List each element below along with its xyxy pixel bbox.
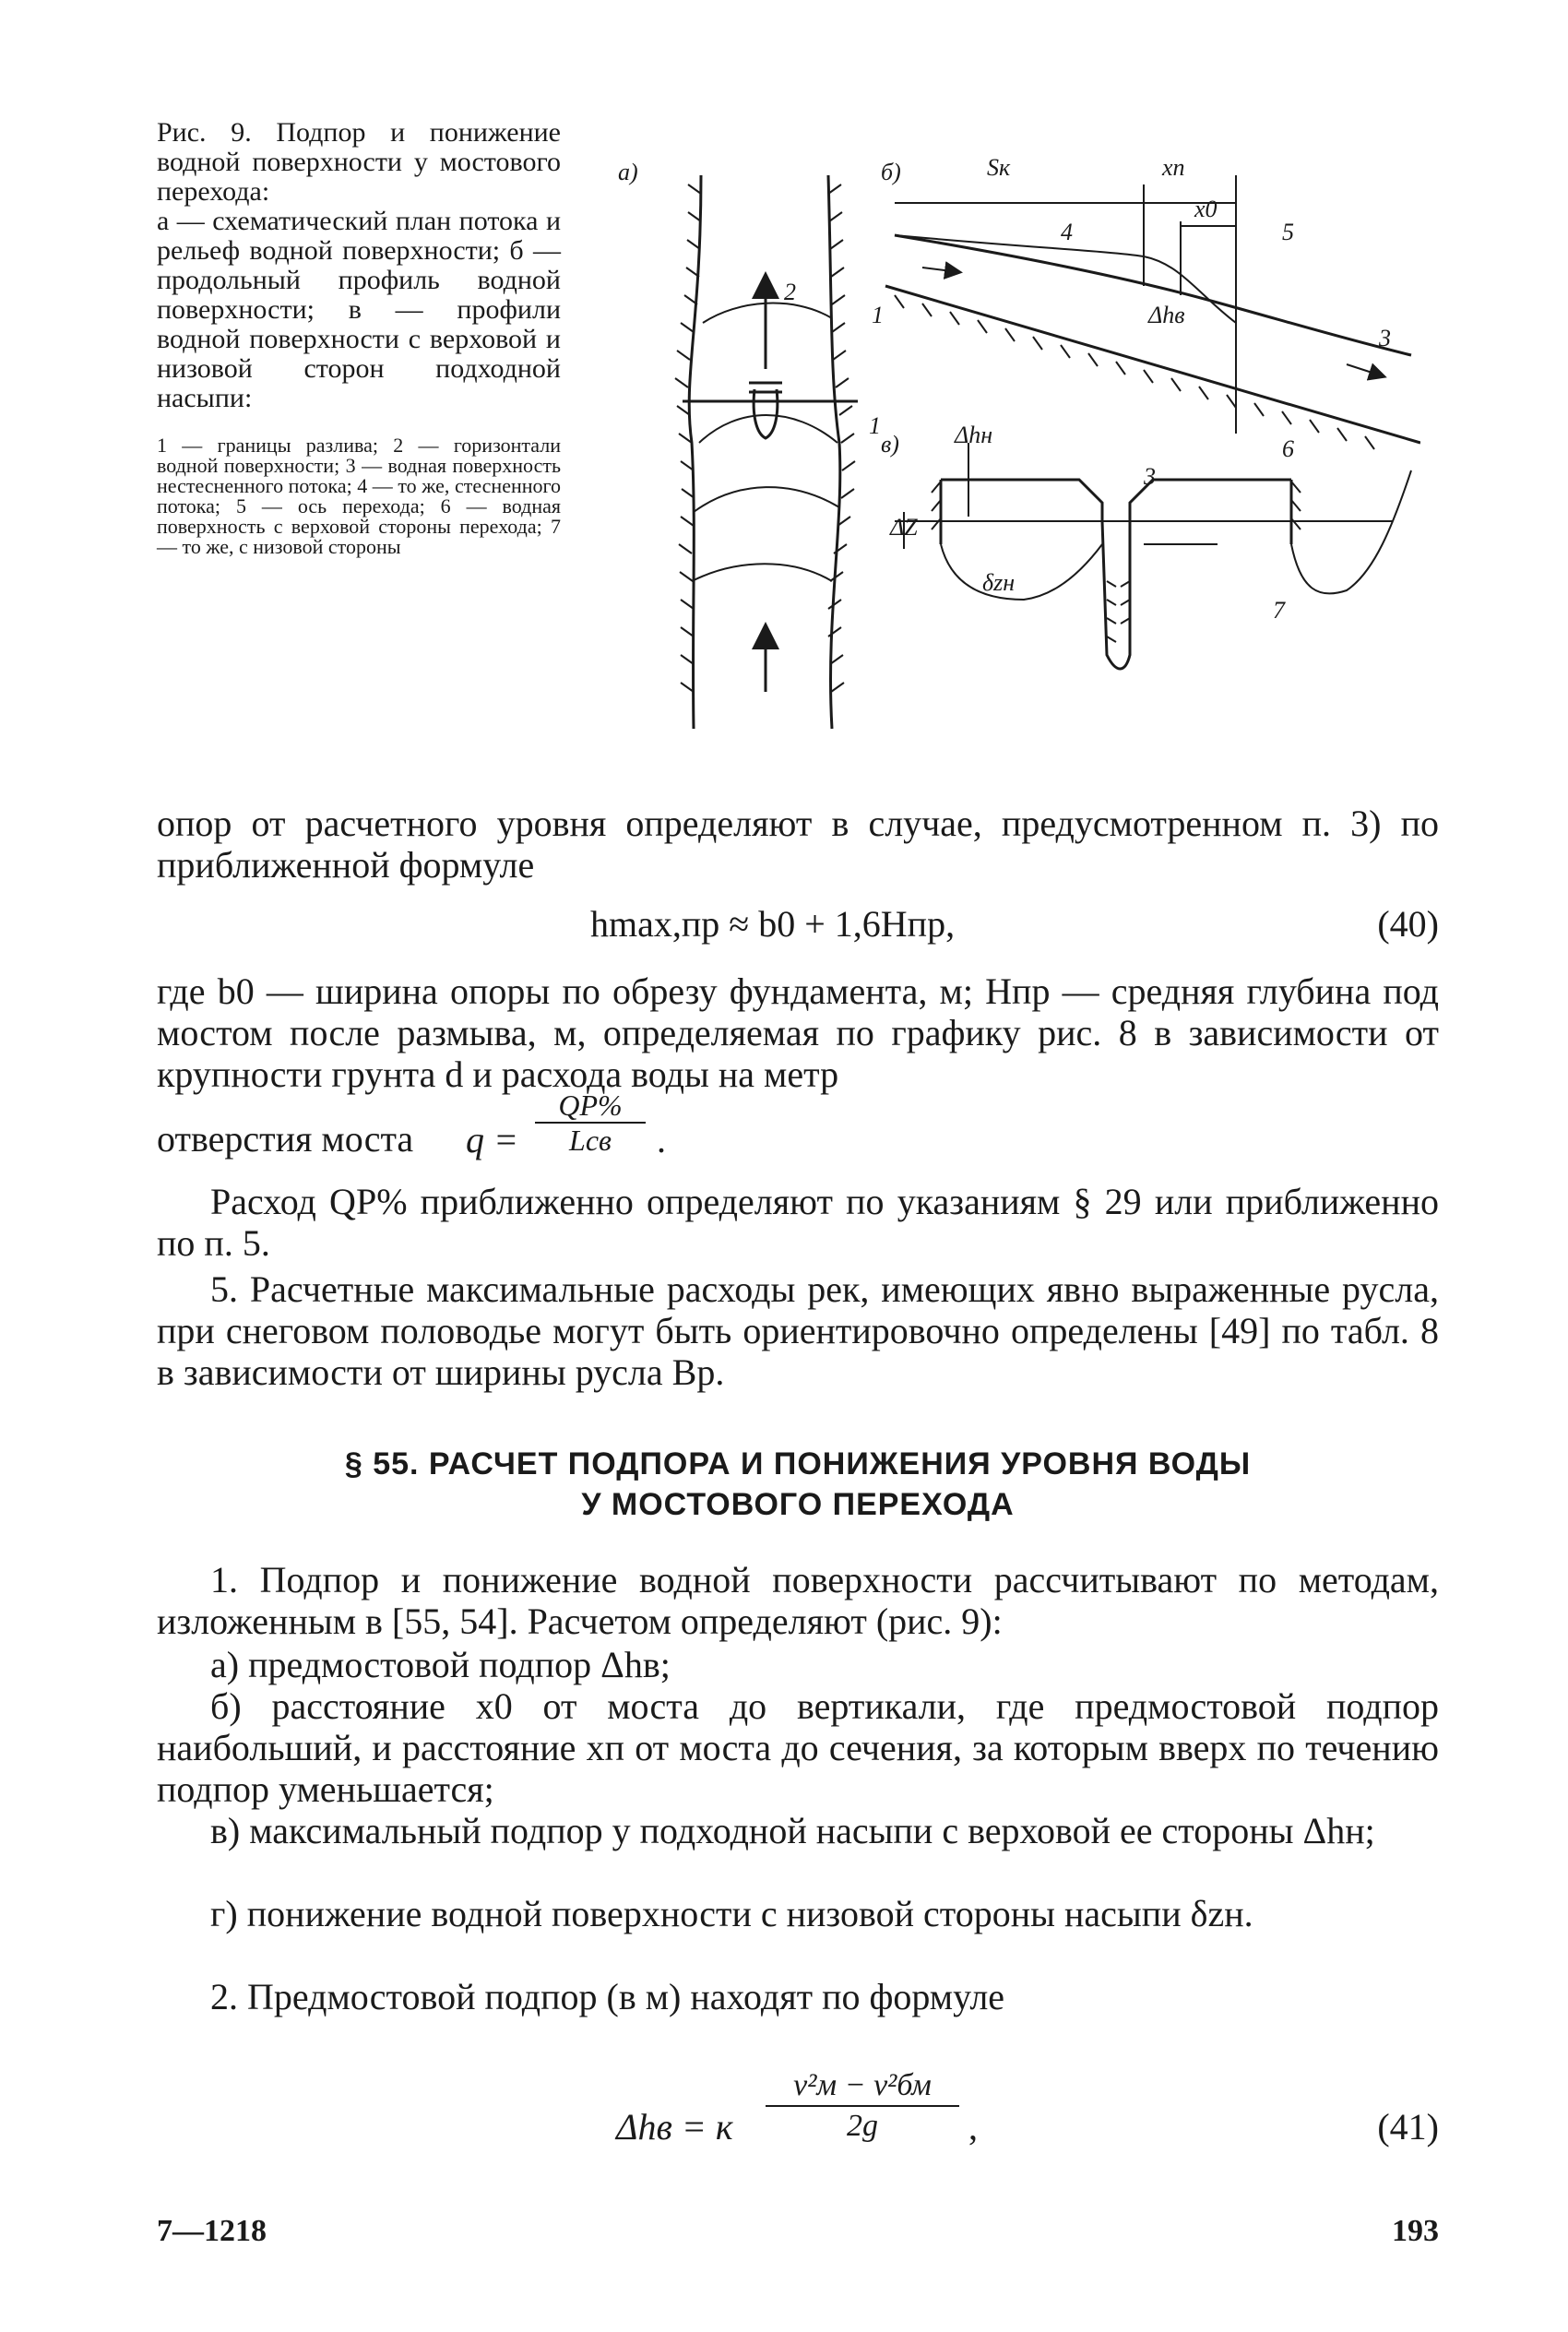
caption-title: Рис. 9. Подпор и понижение водной поверхности у мостового перехода: bbox=[157, 117, 561, 207]
label-xp: xп bbox=[1162, 154, 1185, 181]
water-surface-unconstrained bbox=[895, 235, 1411, 355]
label-dhv: Δhв bbox=[1148, 302, 1185, 328]
section-heading-line-1: § 55. РАСЧЕТ ПОДПОРА И ПОНИЖЕНИЯ УРОВНЯ ВОДЫ bbox=[344, 1446, 1252, 1481]
caption-legend: 1 — границы разлива; 2 — горизонтали водной поверхности; 3 — водная поверхность нестесненного потока; 4 — то же, стесненного потока; 5 — ось перехода; 6 — водная поверхность с верховой стороны перехода; 7 — то же, с низовой стороны bbox=[157, 434, 561, 558]
panel-b-label: б) bbox=[881, 159, 901, 185]
figure-caption bbox=[157, 118, 561, 557]
num-7: 7 bbox=[1273, 597, 1285, 624]
panel-a-label: а) bbox=[618, 159, 638, 185]
q-denominator: Lсв bbox=[569, 1124, 612, 1157]
page-number: 193 bbox=[1392, 2214, 1439, 2248]
list-item-a: а) предмостовой подпор Δhв; bbox=[210, 1644, 671, 1685]
paragraph-7: 2. Предмостовой подпор (в м) находят по формуле bbox=[210, 1976, 1005, 2017]
num-2: 2 bbox=[784, 279, 796, 305]
q-period: . bbox=[657, 1119, 666, 1160]
formula-41-number: (41) bbox=[1377, 2106, 1439, 2148]
plan-left-bank bbox=[689, 175, 701, 729]
pit-left bbox=[941, 544, 1102, 600]
num-5: 5 bbox=[1282, 219, 1294, 245]
embankment-left bbox=[941, 480, 1102, 544]
contour-1 bbox=[703, 303, 832, 323]
paragraph-4: Расход QP% приближенно определяют по указаниям § 29 или приближенно по п. 5. bbox=[157, 1181, 1439, 1264]
paragraph-1: опор от расчетного уровня определяют в случае, предусмотренном п. 3) по приближенной формуле bbox=[157, 803, 1439, 886]
contour-3 bbox=[694, 487, 839, 512]
formula-40-number: (40) bbox=[1377, 903, 1439, 945]
q-fraction bbox=[535, 1089, 646, 1157]
label-dzn: δzн bbox=[982, 569, 1016, 596]
formula-40: hmax,пр ≈ b0 + 1,6Hпр, bbox=[590, 903, 956, 945]
formula-41-denominator: 2g bbox=[847, 2109, 878, 2143]
num-6: 6 bbox=[1282, 435, 1294, 462]
caption-parts: а — схематический план потока и рельеф водной поверхности; б — продольный профиль водной поверхности; в — профили водной поверхности с верховой и низовой сторон подходной насыпи: bbox=[157, 206, 561, 413]
formula-41-numerator: v²м − v²бм bbox=[766, 2066, 959, 2107]
paragraph-5: 5. Расчетные максимальные расходы рек, имеющих явно выраженные русла, при снеговом половодье могут быть ориентировочно определены [49] по табл. 8 в зависимости от ширины русла Bр. bbox=[157, 1268, 1439, 1393]
pit-right bbox=[1291, 470, 1411, 593]
paragraph-2: где b0 — ширина опоры по обрезу фундамента, м; Hпр — средняя глубина под мостом после размыва, м, определяемая по графику рис. 8 в зависимости от крупности грунта d и расхода воды на метр bbox=[157, 970, 1439, 1095]
list-item-b: б) расстояние x0 от моста до вертикали, где предмостовой подпор наибольший, и расстояние xп от моста до сечения, за которым вверх по течению подпор уменьшается; bbox=[157, 1685, 1439, 1810]
num-1a: 1 bbox=[872, 302, 884, 328]
num-4: 4 bbox=[1061, 219, 1073, 245]
section-heading-line-2: У МОСТОВОГО ПЕРЕХОДА bbox=[581, 1487, 1015, 1522]
list-item-g: г) понижение водной поверхности с низовой стороны насыпи δzн. bbox=[210, 1893, 1253, 1934]
paragraph-3-lead: отверстия моста bbox=[157, 1118, 414, 1160]
num-3v: 3 bbox=[1144, 463, 1156, 490]
num-3b: 3 bbox=[1379, 325, 1391, 351]
formula-41-lhs: Δhв = к bbox=[616, 2106, 733, 2148]
q-lhs: q = bbox=[466, 1119, 518, 1160]
label-sk: Sк bbox=[987, 154, 1011, 181]
num-1b: 1 bbox=[869, 412, 881, 439]
footer-signature: 7—1218 bbox=[157, 2214, 267, 2248]
contour-4 bbox=[692, 564, 832, 581]
panel-v-label: в) bbox=[881, 431, 899, 458]
label-dhn: Δhн bbox=[955, 422, 993, 448]
bridge-opening bbox=[754, 389, 778, 438]
list-item-v: в) максимальный подпор у подходной насыпи с верховой ее стороны Δhн; bbox=[210, 1810, 1375, 1851]
figure-9-diagram bbox=[590, 138, 1420, 766]
channel bbox=[1102, 521, 1130, 669]
label-x0: x0 bbox=[1194, 196, 1218, 222]
contour-2 bbox=[699, 415, 837, 443]
q-numerator: QP% bbox=[535, 1089, 646, 1124]
formula-41-comma: , bbox=[968, 2106, 978, 2148]
section-heading bbox=[157, 1444, 1439, 1525]
plan-right-bank bbox=[828, 175, 840, 729]
paragraph-6: 1. Подпор и понижение водной поверхности рассчитывают по методам, изложенным в [55, 54]. Расчетом определяют (рис. 9): bbox=[157, 1559, 1439, 1642]
formula-41-fraction bbox=[766, 2066, 959, 2146]
label-dz: ΔZ bbox=[890, 514, 918, 541]
